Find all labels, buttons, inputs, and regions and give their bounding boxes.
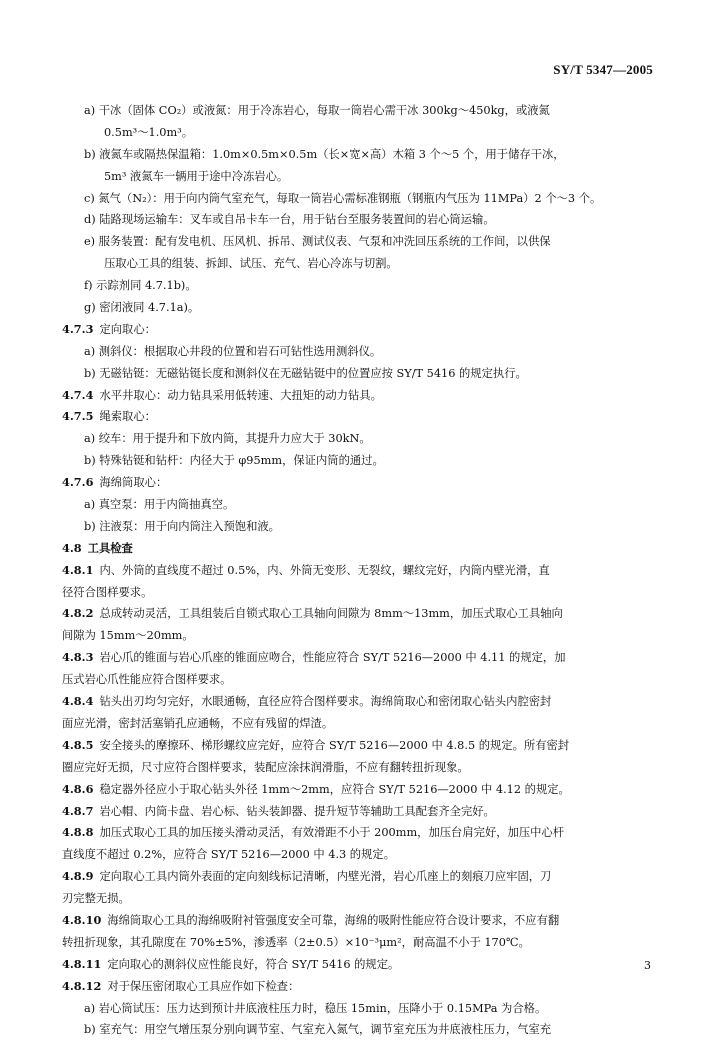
- document-body: [62, 100, 658, 1041]
- clause-text: b) 无磁钻铤：无磁钻铤长度和测斜仪在无磁钻铤中的位置应按 SY/T 5416 的规定执行。: [84, 366, 527, 380]
- clause-number: 4.8.7: [62, 803, 94, 818]
- clause-text: 定向取心的测斜仪应性能良好，符合 SY/T 5416 的规定。: [107, 957, 400, 971]
- text-line: [62, 406, 658, 428]
- clause-text: 绳索取心：: [99, 410, 156, 424]
- clause-number: 4.8: [62, 540, 82, 555]
- text-line: [62, 494, 658, 516]
- text-line: [62, 319, 658, 341]
- clause-text: 0.5m³～1.0m³。: [104, 125, 194, 139]
- text-line: [62, 385, 658, 407]
- clause-number: 4.8.10: [62, 912, 102, 927]
- clause-text: 工具检查: [87, 540, 133, 555]
- clause-number: 4.7.6: [62, 475, 94, 490]
- text-line: [62, 209, 658, 231]
- text-line: [62, 647, 658, 669]
- clause-text: 间隙为 15mm～20mm。: [62, 629, 194, 643]
- clause-text: 压取心工具的组装、拆卸、试压、充气、岩心冷冻与切割。: [104, 257, 398, 271]
- clause-text: 钻头出刃均匀完好，水眼通畅，直径应符合图样要求。海绵筒取心和密闭取心钻头内腔密封: [99, 695, 552, 709]
- clause-text: 直线度不超过 0.2%，应符合 SY/T 5216—2000 中 4.3 的规定。: [62, 848, 396, 862]
- clause-text: 转扭折现象，其孔隙度在 70%±5%，渗透率（2±0.5）×10⁻³μm²，耐高温不小于 170℃。: [62, 935, 530, 949]
- text-line: [62, 735, 658, 757]
- text-line: [62, 691, 658, 713]
- text-line: [62, 713, 658, 735]
- clause-text: a) 干冰（固体 CO₂）或液氮：用于冷冻岩心，每取一筒岩心需干冰 300kg～450kg，或液氮: [84, 104, 550, 117]
- clause-text: 岩心帽、内筒卡盘、岩心标、钻头装卸器、提升短节等辅助工具配套齐全完好。: [99, 804, 495, 818]
- text-line: [62, 603, 658, 625]
- text-line: [62, 188, 658, 210]
- text-line: [62, 253, 658, 275]
- text-line: [62, 779, 658, 801]
- clause-text: 定向取心：: [99, 322, 156, 336]
- clause-text: b) 注液泵：用于向内筒注入预饱和液。: [84, 519, 280, 533]
- text-line: [62, 341, 658, 363]
- text-line: [62, 144, 658, 166]
- text-line: [62, 932, 658, 954]
- text-line: [62, 1019, 658, 1041]
- clause-text: b) 特殊钻铤和钻杆：内径大于 φ95mm，保证内筒的通过。: [84, 454, 384, 468]
- text-line: [62, 100, 658, 122]
- clause-number: 4.8.5: [62, 737, 94, 752]
- clause-text: d) 陆路现场运输车：叉车或自吊卡车一台，用于钻台至服务装置间的岩心筒运输。: [84, 213, 495, 227]
- text-line: [62, 757, 658, 779]
- clause-number: 4.8.4: [62, 694, 94, 709]
- text-line: [62, 844, 658, 866]
- text-line: [62, 669, 658, 691]
- text-line: [62, 472, 658, 494]
- text-line: [62, 560, 658, 582]
- clause-text: 安全接头的摩擦环、梯形螺纹应完好，应符合 SY/T 5216—2000 中 4.8.5 的规定。所有密封: [99, 738, 570, 752]
- clause-text: a) 测斜仪：根据取心井段的位置和岩石可钻性选用测斜仪。: [84, 344, 382, 358]
- text-line: [62, 954, 658, 976]
- clause-text: 面应光滑，密封活塞销孔应通畅，不应有残留的焊渣。: [62, 716, 334, 730]
- clause-text: b) 室充气：用空气增压泵分别向调节室、气室充入氮气，调节室充压为井底液柱压力，气室充: [84, 1023, 552, 1037]
- clause-text: g) 密闭液同 4.7.1a)。: [84, 301, 200, 315]
- clause-text: 水平井取心：动力钻具采用低转速、大扭矩的动力钻具。: [99, 388, 382, 402]
- clause-number: 4.8.6: [62, 781, 94, 796]
- text-line: [62, 122, 658, 144]
- clause-text: 压式岩心爪性能应符合图样要求。: [62, 673, 232, 687]
- text-line: [62, 888, 658, 910]
- clause-text: 圈应完好无损，尺寸应符合图样要求，装配应涂抹润滑脂，不应有翻转扭折现象。: [62, 760, 469, 774]
- clause-text: f) 示踪剂同 4.7.1b)。: [84, 279, 197, 293]
- text-line: [62, 450, 658, 472]
- clause-number: 4.8.8: [62, 825, 94, 840]
- clause-text: a) 岩心筒试压：压力达到预计井底液柱压力时，稳压 15min，压降小于 0.15MPa 为合格。: [84, 1001, 547, 1015]
- text-line: [62, 910, 658, 932]
- clause-number: 4.8.12: [62, 978, 102, 993]
- text-line: [62, 275, 658, 297]
- text-line: [62, 363, 658, 385]
- clause-number: 4.8.2: [62, 606, 94, 621]
- text-line: [62, 231, 658, 253]
- text-line: [62, 625, 658, 647]
- text-line: [62, 166, 658, 188]
- clause-number: 4.7.3: [62, 321, 94, 336]
- text-line: [62, 976, 658, 998]
- clause-number: 4.8.9: [62, 869, 94, 884]
- clause-text: 径符合图样要求。: [62, 585, 153, 599]
- clause-text: e) 服务装置：配有发电机、压风机、拆吊、测试仪表、气泵和冲洗回压系统的工作间，以供保: [84, 235, 551, 249]
- clause-text: 对于保压密闭取心工具应作如下检查：: [107, 979, 300, 993]
- clause-text: b) 液氮车或隔热保温箱：1.0m×0.5m×0.5m（长×宽×高）木箱 3 个～5 个，用于储存干冰，: [84, 147, 565, 161]
- standard-code-header: SY/T 5347—2005: [553, 62, 653, 77]
- clause-text: 刃完整无损。: [62, 892, 130, 906]
- clause-text: 海绵筒取心工具的海绵吸附衬管强度安全可靠，海绵的吸附性能应符合设计要求，不应有翻: [107, 913, 560, 927]
- text-line: [62, 801, 658, 823]
- text-line: [62, 582, 658, 604]
- page-number: 3: [644, 959, 651, 972]
- text-line: [62, 866, 658, 888]
- clause-text: 稳定器外径应小于取心钻头外径 1mm～2mm，应符合 SY/T 5216—2000 中 4.12 的规定。: [99, 782, 570, 796]
- text-line: [62, 428, 658, 450]
- text-line: [62, 297, 658, 319]
- clause-number: 4.8.1: [62, 562, 94, 577]
- text-line: [62, 998, 658, 1020]
- clause-text: 定向取心工具内筒外表面的定向刻线标记清晰，内壁光滑，岩心爪座上的刻痕刀应牢固，刀: [99, 870, 552, 884]
- clause-text: a) 真空泵：用于内筒抽真空。: [84, 498, 235, 512]
- clause-number: 4.8.3: [62, 650, 94, 665]
- clause-text: 内、外筒的直线度不超过 0.5%，内、外筒无变形、无裂纹，螺纹完好，内筒内壁光滑，直: [99, 563, 550, 577]
- clause-text: 总成转动灵活，工具组装后自锁式取心工具轴向间隙为 8mm～13mm，加压式取心工具轴向: [99, 607, 563, 621]
- clause-text: 5m³ 液氮车一辆用于途中冷冻岩心。: [104, 169, 289, 183]
- text-line: [62, 516, 658, 538]
- clause-number: 4.7.5: [62, 409, 94, 424]
- clause-number: 4.7.4: [62, 387, 94, 402]
- clause-number: 4.8.11: [62, 956, 102, 971]
- clause-text: 加压式取心工具的加压接头滑动灵活，有效滑距不小于 200mm，加压台肩完好，加压中心杆: [99, 826, 565, 840]
- clause-text: 岩心爪的锥面与岩心爪座的锥面应吻合，性能应符合 SY/T 5216—2000 中 4.11 的规定，加: [99, 651, 566, 665]
- clause-text: c) 氮气（N₂）：用于向内筒气室充气，每取一筒岩心需标准钢瓶（钢瓶内气压为 11MPa）2 个～3 个。: [84, 191, 602, 205]
- text-line: [62, 538, 658, 560]
- text-line: [62, 822, 658, 844]
- clause-text: a) 绞车：用于提升和下放内筒，其提升力应大于 30kN。: [84, 432, 371, 446]
- clause-text: 海绵筒取心：: [99, 476, 168, 490]
